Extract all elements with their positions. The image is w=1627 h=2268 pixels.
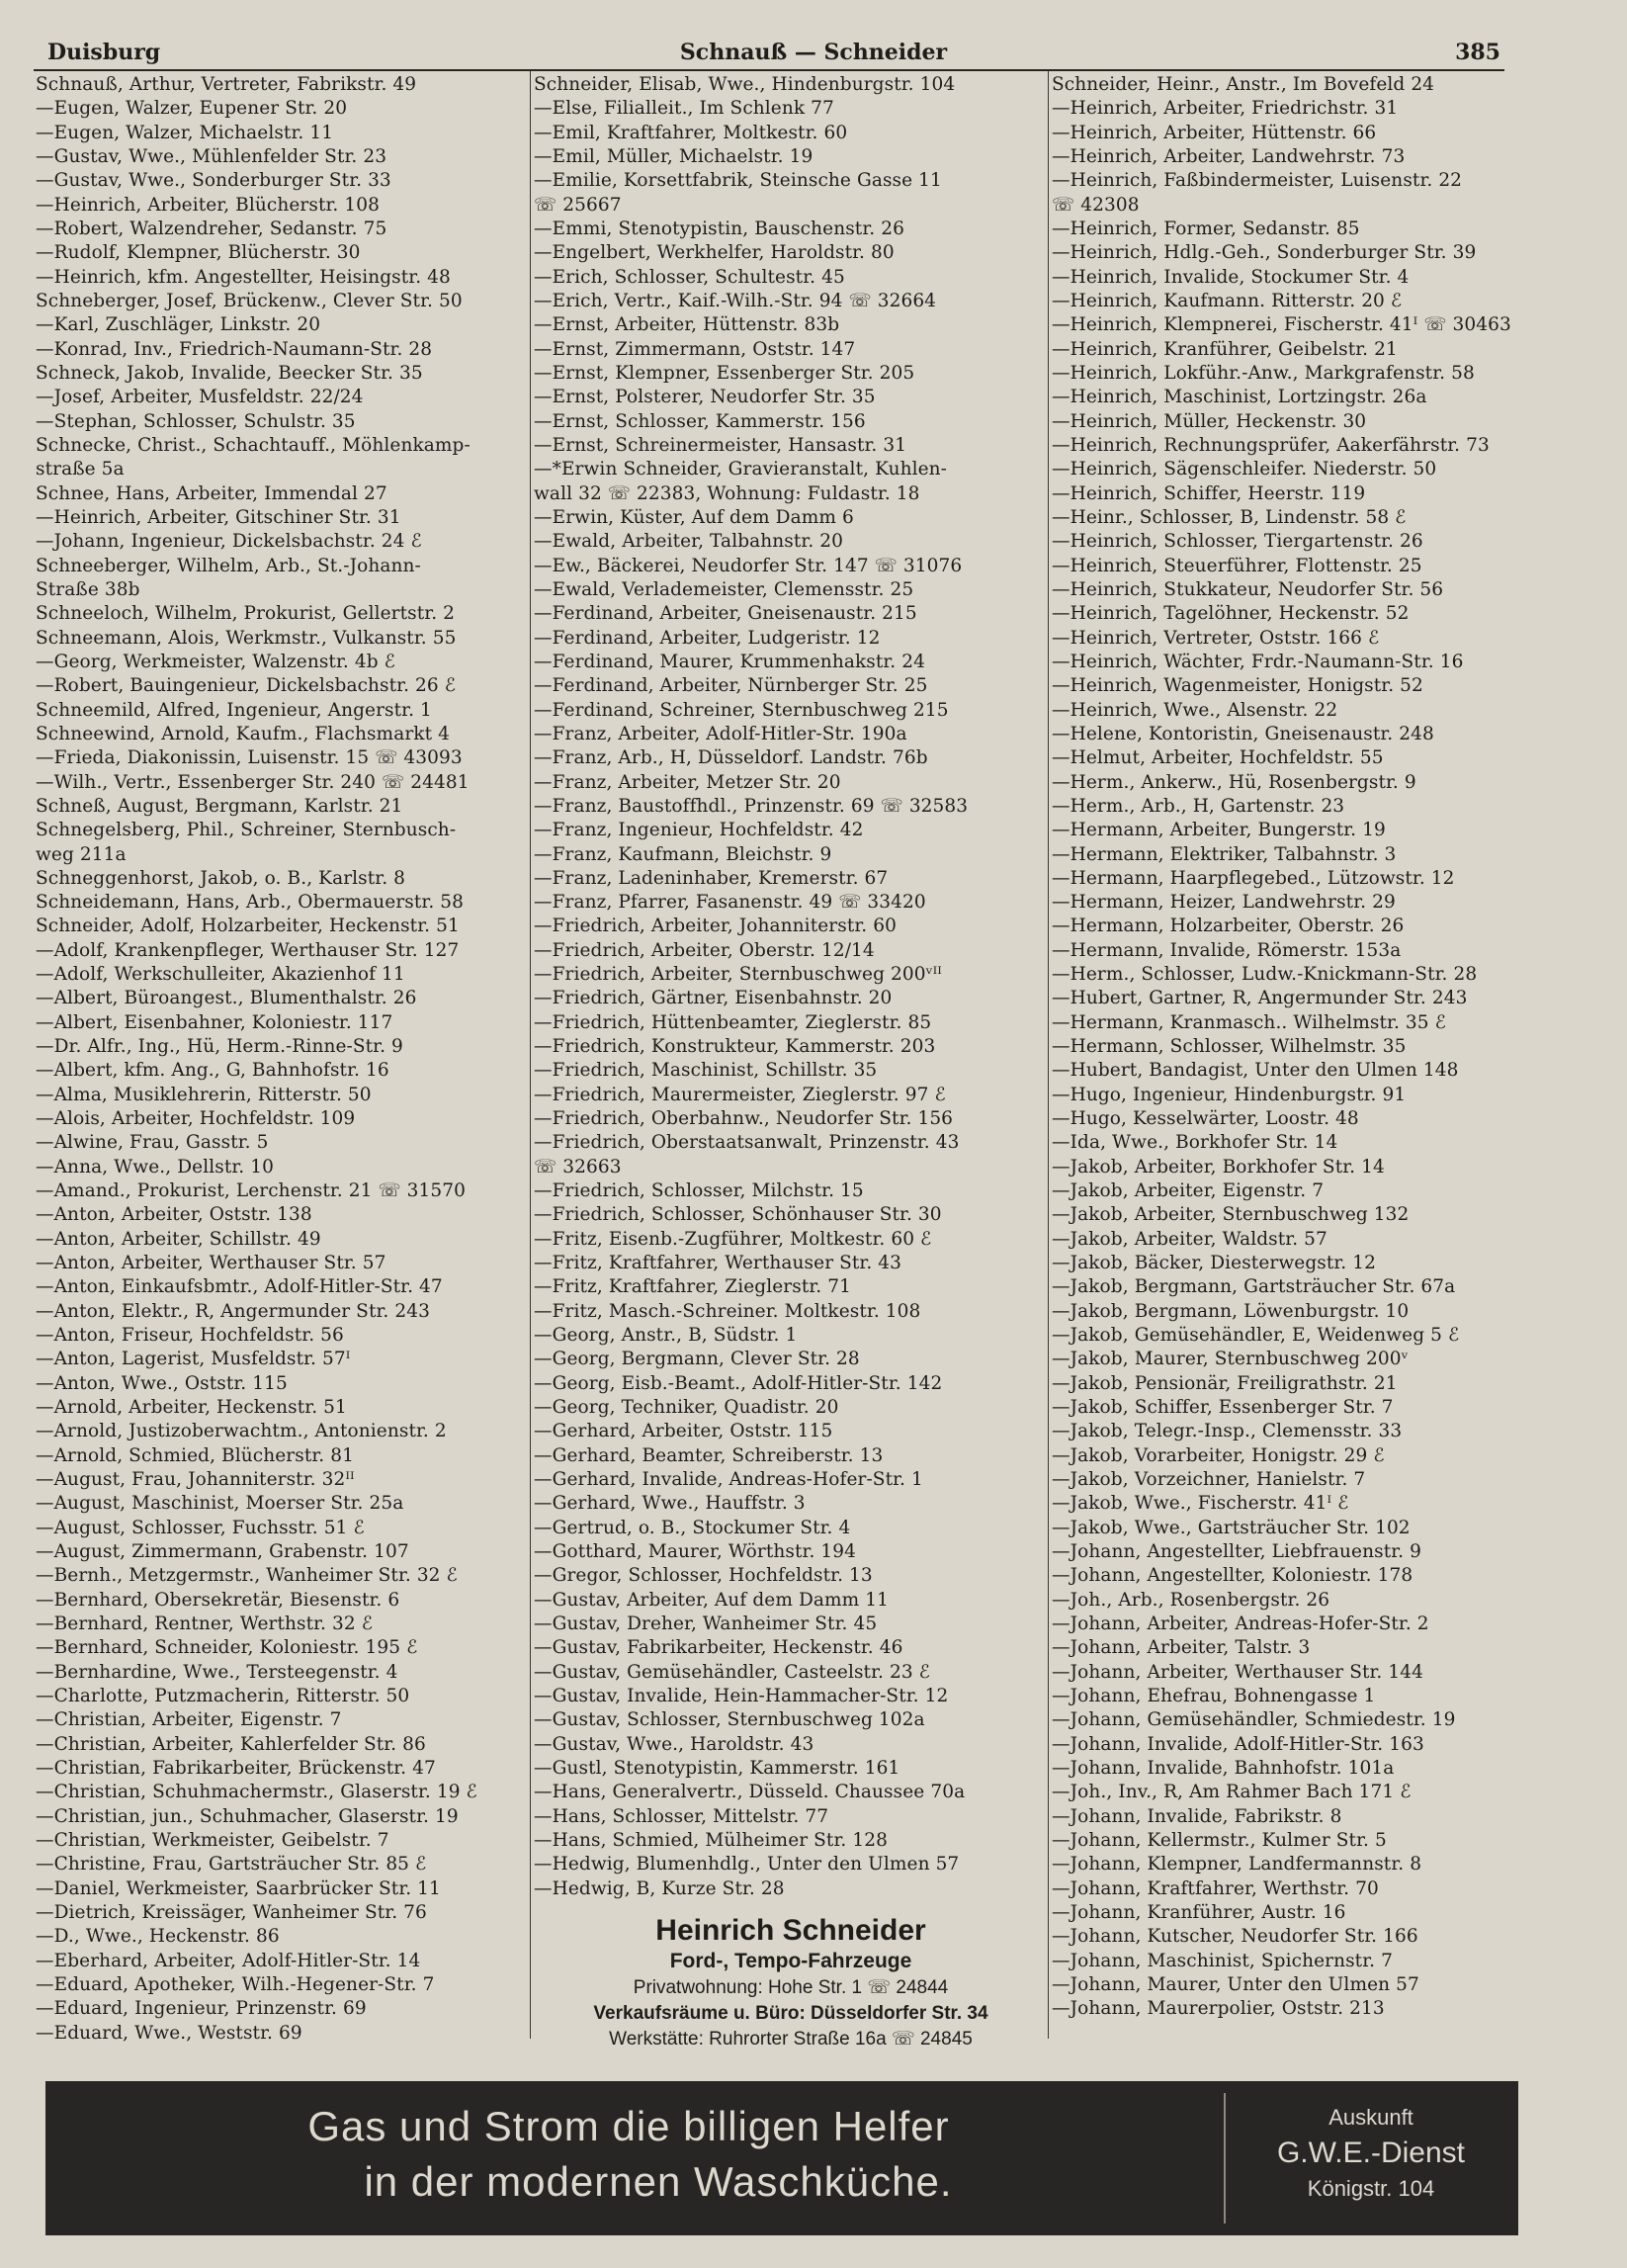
directory-entry: —Herm., Arb., H, Gartenstr. 23 (1052, 795, 1345, 817)
directory-entry: —Christian, Schuhmachermstr., Glaserstr. 19 ℰ (36, 1782, 477, 1803)
directory-entry: weg 211a (36, 843, 127, 865)
directory-entry: —Anna, Wwe., Dellstr. 10 (36, 1156, 274, 1178)
directory-entry: —Johann, Maurerpolier, Oststr. 213 (1052, 1998, 1385, 2020)
directory-entry: —Gerhard, Arbeiter, Oststr. 115 (534, 1421, 833, 1442)
directory-entry: Schneeberger, Wilhelm, Arb., St.-Johann- (36, 555, 421, 576)
directory-entry: Schneewind, Arnold, Kaufm., Flachsmarkt 4 (36, 723, 450, 744)
directory-entry: Schneider, Elisab, Wwe., Hindenburgstr. 104 (534, 74, 956, 95)
directory-entry: —Friedrich, Gärtner, Eisenbahnstr. 20 (534, 988, 893, 1009)
directory-entry: —Alwine, Frau, Gasstr. 5 (36, 1132, 269, 1154)
directory-entry: —Jakob, Pensionär, Freiligrathstr. 21 (1052, 1372, 1398, 1394)
directory-entry: —Johann, Invalide, Fabrikstr. 8 (1052, 1805, 1342, 1827)
directory-entry: —Heinrich, Arbeiter, Friedrichstr. 31 (1052, 98, 1399, 120)
directory-entry: —Johann, Arbeiter, Andreas-Hofer-Str. 2 (1052, 1614, 1429, 1634)
directory-entry: —Anton, Wwe., Oststr. 115 (36, 1372, 288, 1394)
directory-entry: Schneemild, Alfred, Ingenieur, Angerstr. 1 (36, 699, 432, 721)
directory-entry: —Johann, Arbeiter, Talstr. 3 (1052, 1637, 1311, 1659)
directory-entry: —Georg, Eisb.-Beamt., Adolf-Hitler-Str. 142 (534, 1372, 943, 1394)
directory-entry: ☏ 42308 (1052, 194, 1140, 216)
directory-entry: —Konrad, Inv., Friedrich-Naumann-Str. 28 (36, 338, 433, 360)
directory-entry: —Joh., Arb., Rosenbergstr. 26 (1052, 1589, 1330, 1611)
directory-entry: —Hermann, Heizer, Landwehrstr. 29 (1052, 892, 1396, 914)
directory-entry: —Heinrich, Invalide, Stockumer Str. 4 (1052, 266, 1410, 288)
directory-entry: —Anton, Einkaufsbmtr., Adolf-Hitler-Str. 47 (36, 1276, 443, 1298)
directory-entry: —Gustav, Wwe., Haroldstr. 43 (534, 1733, 814, 1755)
directory-entry: —Christine, Frau, Gartsträucher Str. 85 ℰ (36, 1854, 427, 1875)
directory-entry: —Robert, Bauingenieur, Dickelsbachstr. 26 ℰ (36, 675, 457, 697)
directory-entry: —Johann, Arbeiter, Werthauser Str. 144 (1052, 1661, 1424, 1683)
directory-entry: Schneeloch, Wilhelm, Prokurist, Gellertstr. 2 (36, 603, 456, 625)
directory-entry: —Ernst, Klempner, Essenberger Str. 205 (534, 362, 915, 384)
directory-entry: Schneider, Heinr., Anstr., Im Bovefeld 24 (1052, 74, 1435, 95)
directory-entry: —Wilh., Vertr., Essenberger Str. 240 ☏ 24481 (36, 771, 470, 793)
directory-entry: —Jakob, Vorarbeiter, Honigstr. 29 ℰ (1052, 1444, 1385, 1466)
ad-subtitle: Ford-, Tempo-Fahrzeuge (669, 1950, 912, 1972)
directory-entry: —Gustav, Gemüsehändler, Casteelstr. 23 ℰ (534, 1661, 930, 1683)
directory-entry: —Emil, Müller, Michaelstr. 19 (534, 145, 814, 167)
directory-entry: —Jakob, Bergmann, Gartsträucher Str. 67a (1052, 1276, 1456, 1298)
advertisement (534, 1908, 1048, 2052)
directory-entry: ☏ 25667 (534, 194, 622, 216)
directory-entry: —Georg, Werkmeister, Walzenstr. 4b ℰ (36, 651, 395, 672)
ad-line: Verkaufsräume u. Büro: Düsseldorfer Str. 34 (593, 2003, 988, 2024)
directory-entry: —Else, Filialleit., Im Schlenk 77 (534, 98, 834, 120)
directory-entry: —Franz, Pfarrer, Fasanenstr. 49 ☏ 33420 (534, 892, 926, 914)
directory-entry: —Dr. Alfr., Ing., Hü, Herm.-Rinne-Str. 9 (36, 1036, 403, 1058)
directory-entry: —Friedrich, Arbeiter, Oberstr. 12/14 (534, 939, 875, 961)
directory-entry: —Christian, Werkmeister, Geibelstr. 7 (36, 1829, 389, 1851)
directory-entry: —Hans, Schmied, Mülheimer Str. 128 (534, 1829, 888, 1851)
directory-column-3 (1052, 73, 1566, 2022)
directory-entry: ☏ 32663 (534, 1156, 622, 1178)
directory-entry: Schneidemann, Hans, Arb., Obermauerstr. 58 (36, 892, 465, 914)
directory-entry: —Heinrich, Rechnungsprüfer, Aakerfährstr. 73 (1052, 434, 1490, 456)
range-header: Schnauß — Schneider (679, 40, 948, 65)
directory-entry: —Ernst, Arbeiter, Hüttenstr. 83b (534, 314, 840, 336)
directory-entry: —Heinrich, Klempnerei, Fischerstr. 41ᴵ ☏ 30463 (1052, 314, 1511, 336)
directory-entry: —Christian, Fabrikarbeiter, Brückenstr. 47 (36, 1757, 436, 1779)
directory-entry: —Heinrich, Arbeiter, Gitschiner Str. 31 (36, 506, 401, 528)
directory-entry: —Heinrich, Arbeiter, Hüttenstr. 66 (1052, 122, 1377, 143)
directory-entry: Schneider, Adolf, Holzarbeiter, Heckenstr. 51 (36, 916, 460, 937)
directory-entry: —Heinrich, Schlosser, Tiergartenstr. 26 (1052, 531, 1423, 553)
directory-entry: —Hans, Generalvertr., Düsseld. Chaussee 70a (534, 1782, 966, 1803)
directory-entry: —Friedrich, Arbeiter, Sternbuschweg 200ᵛᴵᴵ (534, 964, 942, 986)
directory-entry: —Heinrich, Hdlg.-Geh., Sonderburger Str. 39 (1052, 242, 1477, 264)
directory-entry: —Gregor, Schlosser, Hochfeldstr. 13 (534, 1565, 873, 1587)
directory-entry: —Heinrich, kfm. Angestellter, Heisingstr. 48 (36, 266, 451, 288)
directory-entry: —Heinrich, Schiffer, Heerstr. 119 (1052, 482, 1366, 504)
directory-entry: —Anton, Arbeiter, Werthauser Str. 57 (36, 1253, 386, 1274)
directory-entry: —Franz, Arbeiter, Metzer Str. 20 (534, 771, 841, 793)
directory-entry: —Franz, Arb., H, Düsseldorf. Landstr. 76b (534, 747, 928, 769)
directory-entry: —Gustav, Arbeiter, Auf dem Damm 11 (534, 1589, 890, 1611)
directory-entry: —Jakob, Maurer, Sternbuschweg 200ᵛ (1052, 1349, 1409, 1370)
directory-entry: —Johann, Kellermstr., Kulmer Str. 5 (1052, 1829, 1387, 1851)
ad-name: Heinrich Schneider (655, 1914, 926, 1947)
directory-entry: —Bernhard, Obersekretär, Biesenstr. 6 (36, 1589, 400, 1611)
directory-entry: —Jakob, Wwe., Fischerstr. 41ᴵ ℰ (1052, 1493, 1349, 1515)
directory-entry: —Jakob, Arbeiter, Sternbuschweg 132 (1052, 1204, 1410, 1226)
directory-entry: —Johann, Maschinist, Spichernstr. 7 (1052, 1950, 1393, 1971)
directory-entry: —August, Frau, Johanniterstr. 32ᴵᴵ (36, 1469, 355, 1491)
directory-entry: —Heinrich, Stukkateur, Neudorfer Str. 56 (1052, 578, 1444, 600)
directory-entry: —Hubert, Bandagist, Unter den Ulmen 148 (1052, 1060, 1459, 1082)
directory-entry: —Ewald, Verlademeister, Clemensstr. 25 (534, 578, 914, 600)
directory-entry: —Hedwig, B, Kurze Str. 28 (534, 1877, 785, 1899)
directory-entry: —Joh., Inv., R, Am Rahmer Bach 171 ℰ (1052, 1782, 1412, 1803)
directory-entry: —Josef, Arbeiter, Musfeldstr. 22/24 (36, 387, 364, 408)
directory-entry: —Gustav, Dreher, Wanheimer Str. 45 (534, 1614, 878, 1634)
directory-entry: —Gerhard, Invalide, Andreas-Hofer-Str. 1 (534, 1469, 923, 1491)
directory-entry: —Eduard, Apotheker, Wilh.-Hegener-Str. 7 (36, 1973, 435, 1995)
directory-entry: —Hubert, Gartner, R, Angermunder Str. 243 (1052, 988, 1468, 1009)
directory-entry: —Johann, Ehefrau, Bohnengasse 1 (1052, 1685, 1376, 1706)
directory-entry: —Friedrich, Schlosser, Milchstr. 15 (534, 1180, 864, 1202)
directory-entry: —Jakob, Bergmann, Löwenburgstr. 10 (1052, 1300, 1410, 1322)
directory-entry: —Johann, Invalide, Bahnhofstr. 101a (1052, 1757, 1395, 1779)
directory-entry: —Anton, Elektr., R, Angermunder Str. 243 (36, 1300, 430, 1322)
directory-entry: —Emilie, Korsettfabrik, Steinsche Gasse 11 (534, 170, 942, 192)
directory-entry: Straße 38b (36, 578, 140, 600)
directory-entry: —August, Maschinist, Moerser Str. 25a (36, 1493, 404, 1515)
directory-entry: —Hermann, Haarpflegebed., Lützowstr. 12 (1052, 867, 1455, 889)
column-divider (1048, 71, 1049, 2039)
directory-entry: —Frieda, Diakonissin, Luisenstr. 15 ☏ 43093 (36, 747, 463, 769)
directory-entry: —Heinrich, Arbeiter, Blücherstr. 108 (36, 194, 380, 216)
directory-entry: —Gerhard, Wwe., Hauffstr. 3 (534, 1493, 806, 1515)
directory-entry: —August, Schlosser, Fuchsstr. 51 ℰ (36, 1517, 365, 1538)
directory-entry: Schneggenhorst, Jakob, o. B., Karlstr. 8 (36, 867, 406, 889)
directory-entry: —Ferdinand, Arbeiter, Nürnberger Str. 25 (534, 675, 928, 697)
directory-entry: —Gustav, Fabrikarbeiter, Heckenstr. 46 (534, 1637, 903, 1659)
directory-entry: —Alma, Musiklehrerin, Ritterstr. 50 (36, 1084, 372, 1105)
directory-entry: —Helmut, Arbeiter, Hochfeldstr. 55 (1052, 747, 1384, 769)
directory-entry: —Georg, Bergmann, Clever Str. 28 (534, 1349, 860, 1370)
directory-entry: —Eduard, Wwe., Weststr. 69 (36, 2022, 302, 2044)
directory-entry: —Arnold, Schmied, Blücherstr. 81 (36, 1444, 354, 1466)
banner-info-address: Königstr. 104 (1307, 2176, 1435, 2201)
directory-entry: —Johann, Klempner, Landfermannstr. 8 (1052, 1854, 1422, 1875)
directory-entry: —Gustav, Wwe., Mühlenfelder Str. 23 (36, 145, 387, 167)
directory-entry: —Heinrich, Wagenmeister, Honigstr. 52 (1052, 675, 1423, 697)
directory-entry: —Anton, Arbeiter, Schillstr. 49 (36, 1228, 321, 1250)
directory-entry: —Friedrich, Arbeiter, Johanniterstr. 60 (534, 916, 897, 937)
directory-entry: —Franz, Kaufmann, Bleichstr. 9 (534, 843, 832, 865)
directory-entry: —Erwin, Küster, Auf dem Damm 6 (534, 506, 854, 528)
directory-entry: —Johann, Gemüsehändler, Schmiedestr. 19 (1052, 1709, 1456, 1731)
directory-entry: —Johann, Angestellter, Koloniestr. 178 (1052, 1565, 1413, 1587)
directory-entry: —Fritz, Kraftfahrer, Werthauser Str. 43 (534, 1253, 902, 1274)
directory-entry: —Heinrich, Former, Sedanstr. 85 (1052, 218, 1360, 239)
directory-entry: —Robert, Walzendreher, Sedanstr. 75 (36, 218, 387, 239)
directory-entry: —Hermann, Elektriker, Talbahnstr. 3 (1052, 843, 1397, 865)
directory-entry: —Hermann, Holzarbeiter, Oberstr. 26 (1052, 916, 1405, 937)
directory-entry: —Daniel, Werkmeister, Saarbrücker Str. 11 (36, 1877, 441, 1899)
directory-entry: —Erich, Schlosser, Schultestr. 45 (534, 266, 845, 288)
ad-line: Privatwohnung: Hohe Str. 1 ☏ 24844 (633, 1977, 949, 1998)
directory-entry: —Heinrich, Wächter, Frdr.-Naumann-Str. 16 (1052, 651, 1464, 672)
directory-entry: Schneberger, Josef, Brückenw., Clever Str. 50 (36, 290, 463, 311)
directory-entry: —Hedwig, Blumenhdlg., Unter den Ulmen 57 (534, 1854, 960, 1875)
directory-entry: —Christian, Arbeiter, Kahlerfelder Str. 86 (36, 1733, 426, 1755)
directory-entry: —Heinrich, Wwe., Alsenstr. 22 (1052, 699, 1338, 721)
directory-entry: —Herm., Ankerw., Hü, Rosenbergstr. 9 (1052, 771, 1416, 793)
directory-entry: Schneck, Jakob, Invalide, Beecker Str. 35 (36, 362, 423, 384)
directory-entry: —Gertrud, o. B., Stockumer Str. 4 (534, 1517, 851, 1538)
directory-entry: —Franz, Baustoffhdl., Prinzenstr. 69 ☏ 32583 (534, 795, 969, 817)
directory-entry: —Heinrich, Maschinist, Lortzingstr. 26a (1052, 387, 1427, 408)
directory-entry: —Arnold, Arbeiter, Heckenstr. 51 (36, 1397, 347, 1419)
directory-entry: —Jakob, Arbeiter, Waldstr. 57 (1052, 1228, 1327, 1250)
directory-entry: —Ernst, Polsterer, Neudorfer Str. 35 (534, 387, 876, 408)
directory-entry: —Adolf, Werkschulleiter, Akazienhof 11 (36, 964, 405, 986)
directory-entry: —Christian, jun., Schuhmacher, Glaserstr. 19 (36, 1805, 459, 1827)
directory-entry: —Stephan, Schlosser, Schulstr. 35 (36, 410, 356, 432)
directory-entry: —Ernst, Schreinermeister, Hansastr. 31 (534, 434, 907, 456)
directory-entry: —Ew., Bäckerei, Neudorfer Str. 147 ☏ 31076 (534, 555, 963, 576)
directory-entry: —Emmi, Stenotypistin, Bauschenstr. 26 (534, 218, 904, 239)
directory-entry: —D., Wwe., Heckenstr. 86 (36, 1926, 280, 1948)
directory-entry: —Hermann, Invalide, Römerstr. 153a (1052, 939, 1402, 961)
directory-entry: —Alois, Arbeiter, Hochfeldstr. 109 (36, 1108, 356, 1130)
directory-entry: wall 32 ☏ 22383, Wohnung: Fuldastr. 18 (534, 482, 920, 504)
directory-entry: —Helene, Kontoristin, Gneisenaustr. 248 (1052, 723, 1434, 744)
directory-entry: —Jakob, Schiffer, Essenberger Str. 7 (1052, 1397, 1394, 1419)
banner-info-name: G.W.E.-Dienst (1276, 2137, 1466, 2169)
directory-entry: —Eugen, Walzer, Eupener Str. 20 (36, 98, 348, 120)
directory-entry: —Hermann, Kranmasch.. Wilhelmstr. 35 ℰ (1052, 1011, 1446, 1033)
directory-entry: —Bernhard, Rentner, Werthstr. 32 ℰ (36, 1614, 374, 1634)
directory-entry: —Jakob, Telegr.-Insp., Clemensstr. 33 (1052, 1421, 1403, 1442)
directory-entry: —Jakob, Gemüsehändler, E, Weidenweg 5 ℰ (1052, 1325, 1460, 1347)
directory-entry: —Gustav, Wwe., Sonderburger Str. 33 (36, 170, 391, 192)
ad-line: Werkstätte: Ruhrorter Straße 16a ☏ 24845 (609, 2029, 973, 2050)
directory-entry: —Jakob, Vorzeichner, Hanielstr. 7 (1052, 1469, 1366, 1491)
directory-entry: —Ferdinand, Arbeiter, Ludgeristr. 12 (534, 627, 881, 649)
directory-entry: —Arnold, Justizoberwachtm., Antonienstr. 2 (36, 1421, 447, 1442)
directory-entry: —Johann, Kraftfahrer, Werthstr. 70 (1052, 1877, 1379, 1899)
directory-entry: —Gerhard, Beamter, Schreiberstr. 13 (534, 1444, 884, 1466)
directory-entry: Schneemann, Alois, Werkmstr., Vulkanstr. 55 (36, 627, 457, 649)
directory-entry: —Eugen, Walzer, Michaelstr. 11 (36, 122, 334, 143)
banner-info (1224, 2103, 1518, 2204)
directory-entry: —Friedrich, Oberstaatsanwalt, Prinzenstr. 43 (534, 1132, 960, 1154)
directory-entry: —Heinrich, Arbeiter, Landwehrstr. 73 (1052, 145, 1406, 167)
directory-entry: —Gustl, Stenotypistin, Kammerstr. 161 (534, 1757, 900, 1779)
directory-entry: —Hans, Schlosser, Mittelstr. 77 (534, 1805, 829, 1827)
directory-entry: —Anton, Arbeiter, Oststr. 138 (36, 1204, 312, 1226)
directory-entry: Schnee, Hans, Arbeiter, Immendal 27 (36, 482, 387, 504)
directory-entry: —Friedrich, Maschinist, Schillstr. 35 (534, 1060, 878, 1082)
directory-entry: —Johann, Kranführer, Austr. 16 (1052, 1901, 1346, 1923)
directory-entry: —Friedrich, Maurermeister, Zieglerstr. 97 ℰ (534, 1084, 946, 1105)
directory-entry: —Heinrich, Kranführer, Geibelstr. 21 (1052, 338, 1398, 360)
directory-entry: Schnegelsberg, Phil., Schreiner, Sternbusch- (36, 820, 457, 841)
directory-entry: —Friedrich, Hüttenbeamter, Zieglerstr. 85 (534, 1011, 932, 1033)
directory-entry: Schneß, August, Bergmann, Karlstr. 21 (36, 795, 403, 817)
directory-entry: —Heinrich, Müller, Heckenstr. 30 (1052, 410, 1367, 432)
directory-entry: —Gustav, Invalide, Hein-Hammacher-Str. 12 (534, 1685, 949, 1706)
directory-entry: —Johann, Maurer, Unter den Ulmen 57 (1052, 1973, 1419, 1995)
directory-entry: —Fritz, Kraftfahrer, Zieglerstr. 71 (534, 1276, 851, 1298)
directory-entry: —Heinrich, Lokführ.-Anw., Markgrafenstr. 58 (1052, 362, 1475, 384)
directory-entry: —Amand., Prokurist, Lerchenstr. 21 ☏ 31570 (36, 1180, 467, 1202)
directory-entry: —Friedrich, Schlosser, Schönhauser Str. 30 (534, 1204, 942, 1226)
directory-entry: Schnauß, Arthur, Vertreter, Fabrikstr. 49 (36, 74, 417, 95)
directory-entry: —Herm., Schlosser, Ludw.-Knickmann-Str. 28 (1052, 964, 1478, 986)
directory-entry: —Rudolf, Klempner, Blücherstr. 30 (36, 242, 361, 264)
directory-entry: —Fritz, Eisenb.-Zugführer, Moltkestr. 60 ℰ (534, 1228, 932, 1250)
directory-entry: —Ernst, Schlosser, Kammerstr. 156 (534, 410, 866, 432)
directory-entry: —Johann, Kutscher, Neudorfer Str. 166 (1052, 1926, 1418, 1948)
directory-entry: —Hugo, Ingenieur, Hindenburgstr. 91 (1052, 1084, 1407, 1105)
slogan-line: Gas und Strom die billigen Helfer (307, 2103, 950, 2149)
directory-entry: —Emil, Kraftfahrer, Moltkestr. 60 (534, 122, 848, 143)
directory-entry: —Bernhard, Schneider, Koloniestr. 195 ℰ (36, 1637, 418, 1659)
banner-info-label: Auskunft (1328, 2105, 1413, 2130)
directory-entry: —Eberhard, Arbeiter, Adolf-Hitler-Str. 14 (36, 1950, 421, 1971)
directory-entry: —Ernst, Zimmermann, Oststr. 147 (534, 338, 856, 360)
directory-entry: —Johann, Ingenieur, Dickelsbachstr. 24 ℰ (36, 531, 422, 553)
directory-entry: —Fritz, Masch.-Schreiner. Moltkestr. 108 (534, 1300, 921, 1322)
directory-entry: —Heinrich, Tagelöhner, Heckenstr. 52 (1052, 603, 1410, 625)
directory-entry: —Albert, Büroangest., Blumenthalstr. 26 (36, 988, 417, 1009)
city-header: Duisburg (47, 40, 161, 65)
directory-entry: —Karl, Zuschläger, Linkstr. 20 (36, 314, 321, 336)
directory-entry: —Georg, Anstr., B, Südstr. 1 (534, 1325, 798, 1347)
directory-entry: —Charlotte, Putzmacherin, Ritterstr. 50 (36, 1685, 410, 1706)
directory-entry: —Heinrich, Kaufmann. Ritterstr. 20 ℰ (1052, 290, 1403, 311)
directory-entry: —Hermann, Schlosser, Wilhelmstr. 35 (1052, 1036, 1407, 1058)
directory-entry: —Ferdinand, Arbeiter, Gneisenaustr. 215 (534, 603, 917, 625)
directory-entry: —Albert, Eisenbahner, Koloniestr. 117 (36, 1011, 393, 1033)
directory-column-2 (534, 73, 1048, 1901)
directory-entry: —Franz, Ingenieur, Hochfeldstr. 42 (534, 820, 864, 841)
directory-entry: —Johann, Invalide, Adolf-Hitler-Str. 163 (1052, 1733, 1424, 1755)
directory-entry: —Erich, Vertr., Kaif.-Wilh.-Str. 94 ☏ 32664 (534, 290, 937, 311)
page-number: 385 (1455, 40, 1500, 65)
directory-entry: —Ferdinand, Maurer, Krummenhakstr. 24 (534, 651, 926, 672)
directory-entry: —Jakob, Bäcker, Diesterwegstr. 12 (1052, 1253, 1376, 1274)
directory-entry: —Albert, kfm. Ang., G, Bahnhofstr. 16 (36, 1060, 389, 1082)
directory-entry: —August, Zimmermann, Grabenstr. 107 (36, 1541, 409, 1563)
directory-entry: —Ewald, Arbeiter, Talbahnstr. 20 (534, 531, 844, 553)
directory-entry: —*Erwin Schneider, Gravieranstalt, Kuhlen- (534, 459, 948, 480)
directory-entry: —Ferdinand, Schreiner, Sternbuschweg 215 (534, 699, 949, 721)
footer-banner (45, 2081, 1518, 2235)
directory-entry: —Jakob, Wwe., Gartsträucher Str. 102 (1052, 1517, 1411, 1538)
directory-entry: —Eduard, Ingenieur, Prinzenstr. 69 (36, 1998, 367, 2020)
directory-entry: —Ida, Wwe., Borkhofer Str. 14 (1052, 1132, 1338, 1154)
directory-entry: —Heinrich, Faßbindermeister, Luisenstr. 22 (1052, 170, 1463, 192)
directory-entry: —Heinrich, Vertreter, Oststr. 166 ℰ (1052, 627, 1380, 649)
directory-entry: —Georg, Techniker, Quadistr. 20 (534, 1397, 839, 1419)
directory-entry: —Anton, Friseur, Hochfeldstr. 56 (36, 1325, 344, 1347)
directory-entry: straße 5a (36, 459, 125, 480)
directory-entry: —Engelbert, Werkhelfer, Haroldstr. 80 (534, 242, 895, 264)
directory-entry: —Franz, Arbeiter, Adolf-Hitler-Str. 190a (534, 723, 907, 744)
directory-entry: —Jakob, Arbeiter, Eigenstr. 7 (1052, 1180, 1325, 1202)
banner-slogan (75, 2099, 1182, 2210)
directory-entry: —Bernhardine, Wwe., Tersteegenstr. 4 (36, 1661, 398, 1683)
directory-entry: —Friedrich, Oberbahnw., Neudorfer Str. 156 (534, 1108, 954, 1130)
directory-column-1 (36, 73, 550, 2046)
directory-entry: —Franz, Ladeninhaber, Kremerstr. 67 (534, 867, 889, 889)
directory-entry: —Adolf, Krankenpfleger, Werthauser Str. 127 (36, 939, 460, 961)
directory-entry: —Hugo, Kesselwärter, Loostr. 48 (1052, 1108, 1359, 1130)
directory-entry: —Heinr., Schlosser, B, Lindenstr. 58 ℰ (1052, 506, 1407, 528)
directory-entry: —Hermann, Arbeiter, Bungerstr. 19 (1052, 820, 1386, 841)
header-rule (34, 69, 1504, 71)
directory-entry: —Jakob, Arbeiter, Borkhofer Str. 14 (1052, 1156, 1385, 1178)
slogan-line: in der modernen Waschküche. (364, 2158, 953, 2205)
directory-entry: —Anton, Lagerist, Musfeldstr. 57ᴵ (36, 1349, 351, 1370)
directory-entry: Schnecke, Christ., Schachtauff., Möhlenkamp- (36, 434, 471, 456)
directory-entry: —Bernh., Metzgermstr., Wanheimer Str. 32 ℰ (36, 1565, 458, 1587)
directory-entry: —Johann, Angestellter, Liebfrauenstr. 9 (1052, 1541, 1421, 1563)
directory-entry: —Gotthard, Maurer, Wörthstr. 194 (534, 1541, 857, 1563)
directory-entry: —Gustav, Schlosser, Sternbuschweg 102a (534, 1709, 925, 1731)
directory-entry: —Friedrich, Konstrukteur, Kammerstr. 203 (534, 1036, 936, 1058)
directory-entry: —Dietrich, Kreissäger, Wanheimer Str. 76 (36, 1901, 427, 1923)
directory-entry: —Christian, Arbeiter, Eigenstr. 7 (36, 1709, 342, 1731)
directory-entry: —Heinrich, Steuerführer, Flottenstr. 25 (1052, 555, 1422, 576)
directory-entry: —Heinrich, Sägenschleifer. Niederstr. 50 (1052, 459, 1437, 480)
